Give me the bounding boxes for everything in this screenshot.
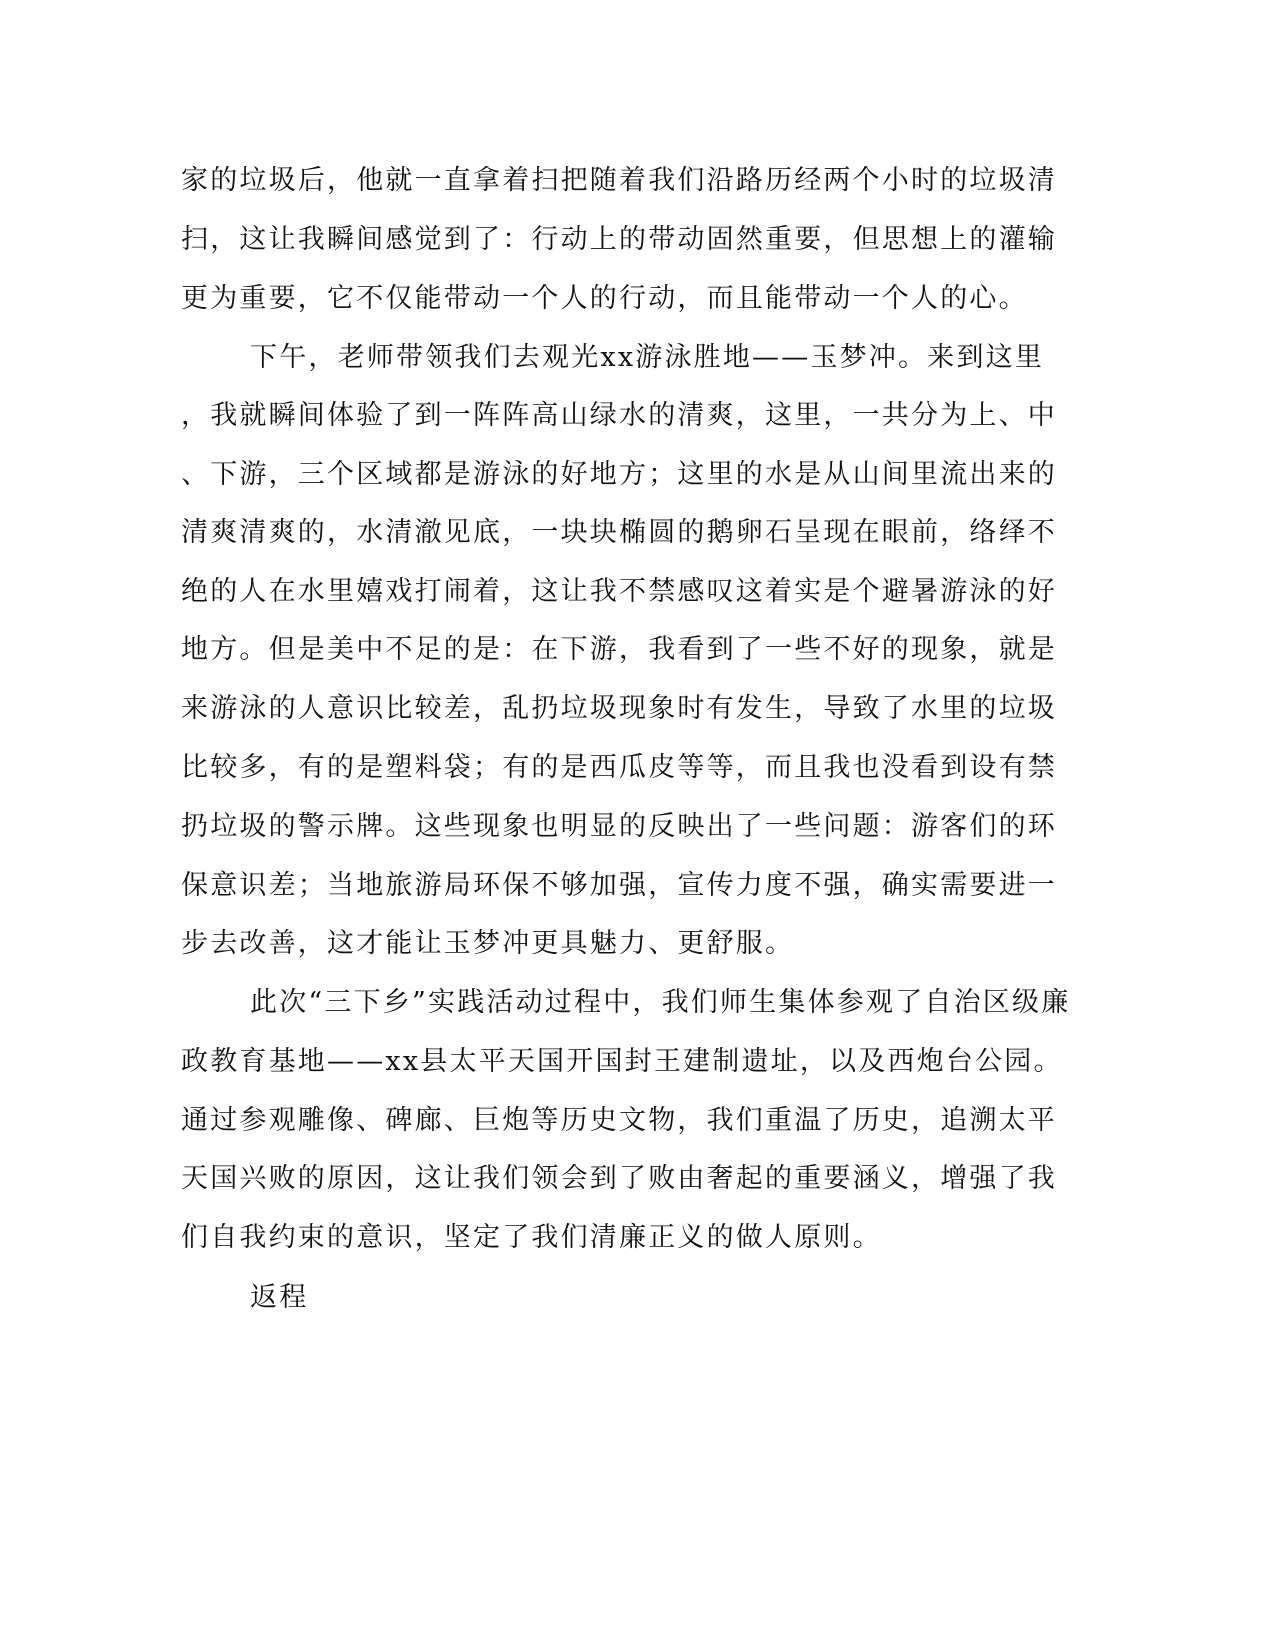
text-line-19: 们自我约束的意识，坚定了我们清廉正义的做人原则。: [181, 1222, 882, 1253]
text-line-5: ，我就瞬间体验了到一阵阵高山绿水的清爽，这里，一共分为上、中: [181, 400, 1057, 431]
text-line-1: 家的垃圾后，他就一直拿着扫把随着我们沿路历经两个小时的垃圾清: [181, 165, 1057, 196]
text-line-15: 此次“三下乡”实践活动过程中，我们师生集体参观了自治区级廉: [250, 987, 1071, 1018]
text-line-8: 绝的人在水里嬉戏打闹着，这让我不禁感叹这着实是个避暑游泳的好: [181, 576, 1057, 607]
text-line-16: 政教育基地——xx县太平天国开国封王建制遗址，以及西炮台公园。: [181, 1046, 1063, 1077]
text-line-11: 比较多，有的是塑料袋；有的是西瓜皮等等，而且我也没看到设有禁: [181, 752, 1057, 783]
text-line-12: 扔垃圾的警示牌。这些现象也明显的反映出了一些问题：游客们的环: [181, 811, 1057, 842]
text-line-3: 更为重要，它不仅能带动一个人的行动，而且能带动一个人的心。: [181, 283, 1028, 314]
text-line-2: 扫，这让我瞬间感觉到了：行动上的带动固然重要，但思想上的灌输: [181, 224, 1057, 255]
text-line-4: 下午，老师带领我们去观光xx游泳胜地——玉梦冲。来到这里: [250, 342, 1045, 373]
text-line-7: 清爽清爽的，水清澈见底，一块块椭圆的鹅卵石呈现在眼前，络绎不: [181, 517, 1057, 548]
text-line-17: 通过参观雕像、碑廊、巨炮等历史文物，我们重温了历史，追溯太平: [181, 1105, 1057, 1136]
text-line-10: 来游泳的人意识比较差，乱扔垃圾现象时有发生，导致了水里的垃圾: [181, 693, 1057, 724]
text-line-14: 步去改善，这才能让玉梦冲更具魅力、更舒服。: [181, 928, 795, 959]
text-line-6: 、下游，三个区域都是游泳的好地方；这里的水是从山间里流出来的: [181, 459, 1057, 490]
text-line-20: 返程: [250, 1282, 309, 1313]
text-line-9: 地方。但是美中不足的是：在下游，我看到了一些不好的现象，就是: [181, 634, 1057, 665]
text-line-13: 保意识差；当地旅游局环保不够加强，宣传力度不强，确实需要进一: [181, 870, 1057, 901]
text-line-18: 天国兴败的原因，这让我们领会到了败由奢起的重要涵义，增强了我: [181, 1163, 1057, 1194]
